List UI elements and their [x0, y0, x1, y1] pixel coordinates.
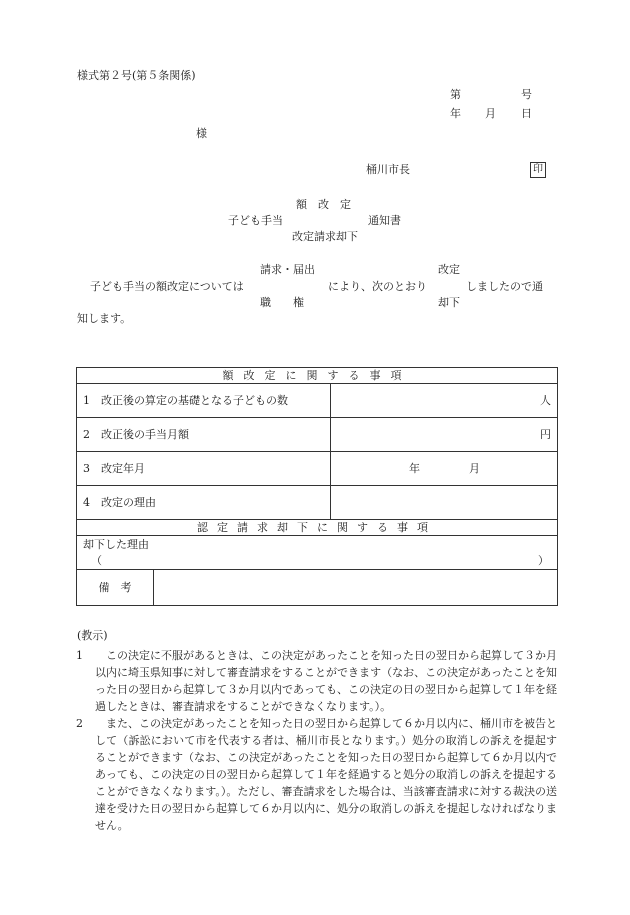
notes-heading: (教示)	[77, 629, 108, 642]
title-bottom: 改定請求却下	[292, 230, 358, 243]
option-basis-top: 請求・届出	[260, 263, 315, 276]
form-label: 様式第２号(第５条関係)	[77, 69, 196, 82]
paren-close: ）	[538, 554, 550, 567]
section-header-rejection	[77, 520, 558, 536]
number-suffix: 号	[521, 88, 532, 101]
number-prefix: 第	[450, 88, 461, 101]
issuer-name: 桶川市長	[366, 163, 410, 176]
note-text: この決定に不服があるときは、この決定があったことを知った日の翌日から起算して３か月以内に埼玉県知事に対して審査請求をすることができます（なお、この決定があったことを知った日の翌日から起算して３か月以内であっても、この決定の日の翌日から起算して１年を経過したときは、審査請求をすることができなくなります。）。	[95, 649, 557, 713]
unit-month: 月	[469, 462, 480, 475]
body-line-mid: により、次のとおり	[328, 280, 427, 293]
title-right: 通知書	[368, 214, 401, 227]
row-label-monthly-amount: 2 改正後の手当月額	[77, 418, 331, 452]
option-basis-bottom: 職 権	[260, 296, 304, 309]
section-header-rejection-text: 認定請求却下に関する事項	[197, 521, 437, 534]
note-number: 1	[76, 649, 83, 662]
remarks-label: 備 考	[77, 570, 154, 606]
note-number: 2	[76, 717, 83, 730]
row-label-revision-month: 3 改定年月	[77, 452, 331, 486]
unit-persons: 人	[540, 394, 552, 407]
unit-year: 年	[409, 462, 420, 475]
instruction-notes	[77, 630, 557, 834]
body-line-end: しましたので通	[466, 280, 543, 293]
amount-revision-table	[76, 367, 558, 606]
date-day: 日	[521, 107, 532, 120]
note-text: また、この決定があったことを知った日の翌日から起算して６か月以内に、桶川市を被告として（訴訟において市を代表する者は、桶川市長となります。）処分の取消しの訴えを提起することができます（なお、この決定があったことを知った日の翌日から起算して６か月以内であっても、この決定の日の翌日から起算して１年を経過すると処分の取消しの訴えを提起することができなくなります。）。ただし、審査請求をした場合は、当該審査請求に対する裁決の送達を受けた日の翌日から起算して６か月以内に、処分の取消しの訴えを提起しなければなりません。	[95, 717, 557, 832]
unit-yen: 円	[540, 428, 552, 441]
option-action-top: 改定	[438, 263, 460, 276]
section-header-revision	[77, 368, 558, 384]
title-left: 子ども手当	[228, 214, 283, 227]
row-value-revision-reason	[331, 486, 558, 520]
option-action-bottom: 却下	[438, 296, 460, 309]
date-year: 年	[450, 107, 461, 120]
remarks-value	[154, 570, 558, 606]
paren-open: （	[91, 554, 102, 567]
section-header-revision-text: 額改定に関する事項	[222, 369, 412, 382]
body-line-start: 子ども手当の額改定については	[90, 280, 244, 293]
note-item	[77, 715, 557, 834]
date-month: 月	[485, 107, 496, 120]
title-top: 額 改 定	[296, 198, 351, 211]
seal-mark: 印	[530, 162, 546, 178]
row-label-revision-reason: 4 改定の理由	[77, 486, 331, 520]
body-line-2: 知します。	[77, 312, 132, 325]
row-label-children: 1 改正後の算定の基礎となる子どもの数	[77, 384, 331, 418]
rejection-reason-label: 却下した理由	[83, 538, 149, 551]
rejection-reason-cell	[77, 536, 558, 570]
recipient-suffix: 様	[196, 127, 207, 140]
row-value-children	[331, 384, 558, 418]
note-item	[77, 647, 557, 715]
row-value-monthly-amount	[331, 418, 558, 452]
row-value-revision-month	[331, 452, 558, 486]
